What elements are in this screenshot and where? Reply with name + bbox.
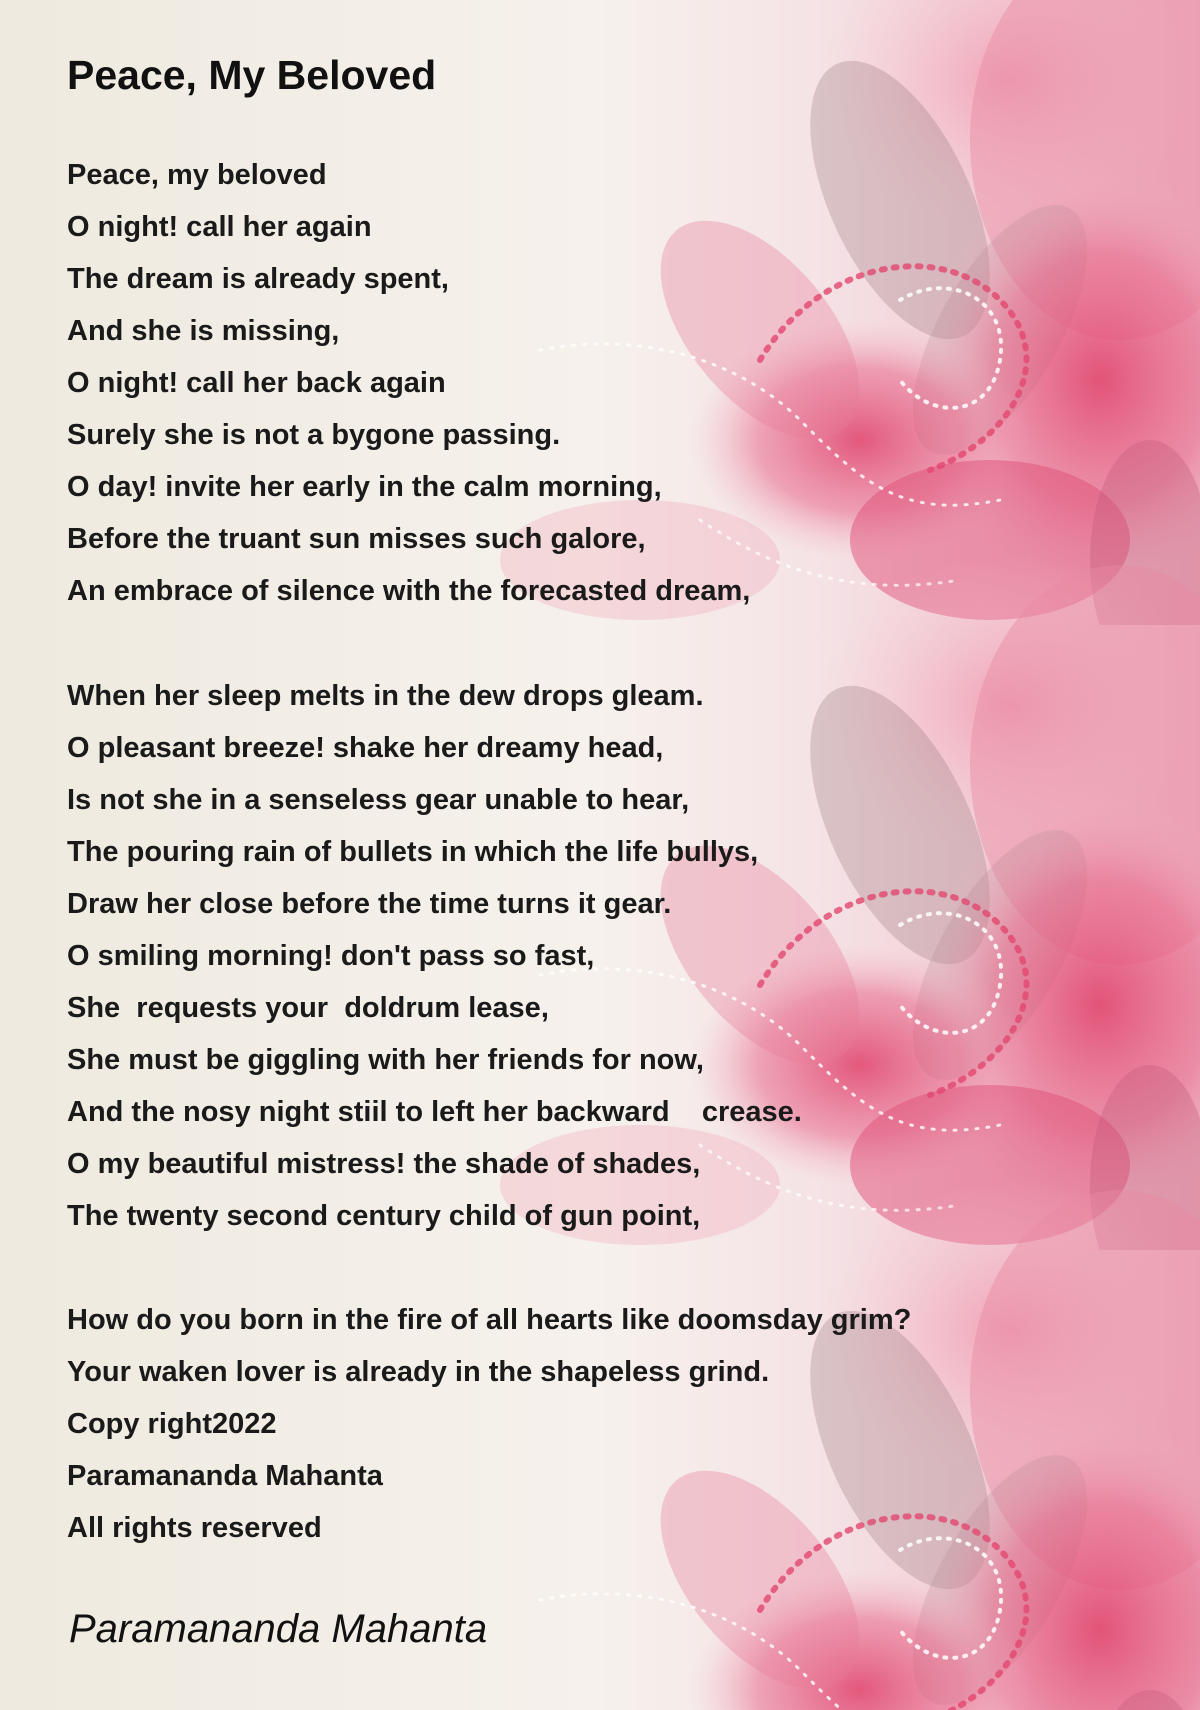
poem-line: And the nosy night stiil to left her backward crease. xyxy=(67,1096,802,1128)
poem-line: The dream is already spent, xyxy=(67,263,449,295)
copyright-line: Copy right2022 xyxy=(67,1408,277,1440)
poem-line: And she is missing, xyxy=(67,315,340,347)
poem-line: Draw her close before the time turns it gear. xyxy=(67,888,672,920)
poem-line: She must be giggling with her friends for now, xyxy=(67,1044,704,1076)
author-line: Paramananda Mahanta xyxy=(67,1460,383,1492)
poem-line: The pouring rain of bullets in which the life bullys, xyxy=(67,836,759,868)
poem-line: O day! invite her early in the calm morning, xyxy=(67,471,662,503)
poem-line: O pleasant breeze! shake her dreamy head, xyxy=(67,732,664,764)
poem-line: Peace, my beloved xyxy=(67,159,327,191)
poem-line: O smiling morning! don't pass so fast, xyxy=(67,940,595,972)
poem-line: O night! call her back again xyxy=(67,367,446,399)
poem-line: The twenty second century child of gun point, xyxy=(67,1200,701,1232)
author-signature: Paramananda Mahanta xyxy=(69,1607,488,1651)
poem-line: She requests your doldrum lease, xyxy=(67,992,549,1024)
poem-line: O night! call her again xyxy=(67,211,372,243)
poem-line: O my beautiful mistress! the shade of shades, xyxy=(67,1148,701,1180)
stanza-2 xyxy=(67,670,1167,1242)
poem-line: Is not she in a senseless gear unable to hear, xyxy=(67,784,690,816)
stanza-3 xyxy=(67,1294,1167,1554)
poem-line: An embrace of silence with the forecasted dream, xyxy=(67,575,751,607)
poem-line: When her sleep melts in the dew drops gleam. xyxy=(67,680,704,712)
poem-line: Surely she is not a bygone passing. xyxy=(67,419,561,451)
poem-line: Your waken lover is already in the shapeless grind. xyxy=(67,1356,770,1388)
poem-line: Before the truant sun misses such galore, xyxy=(67,523,646,555)
poem-title: Peace, My Beloved xyxy=(67,52,437,98)
poem-line: How do you born in the fire of all hearts like doomsday grim? xyxy=(67,1304,912,1336)
stanza-1 xyxy=(67,149,1167,617)
rights-line: All rights reserved xyxy=(67,1512,322,1544)
